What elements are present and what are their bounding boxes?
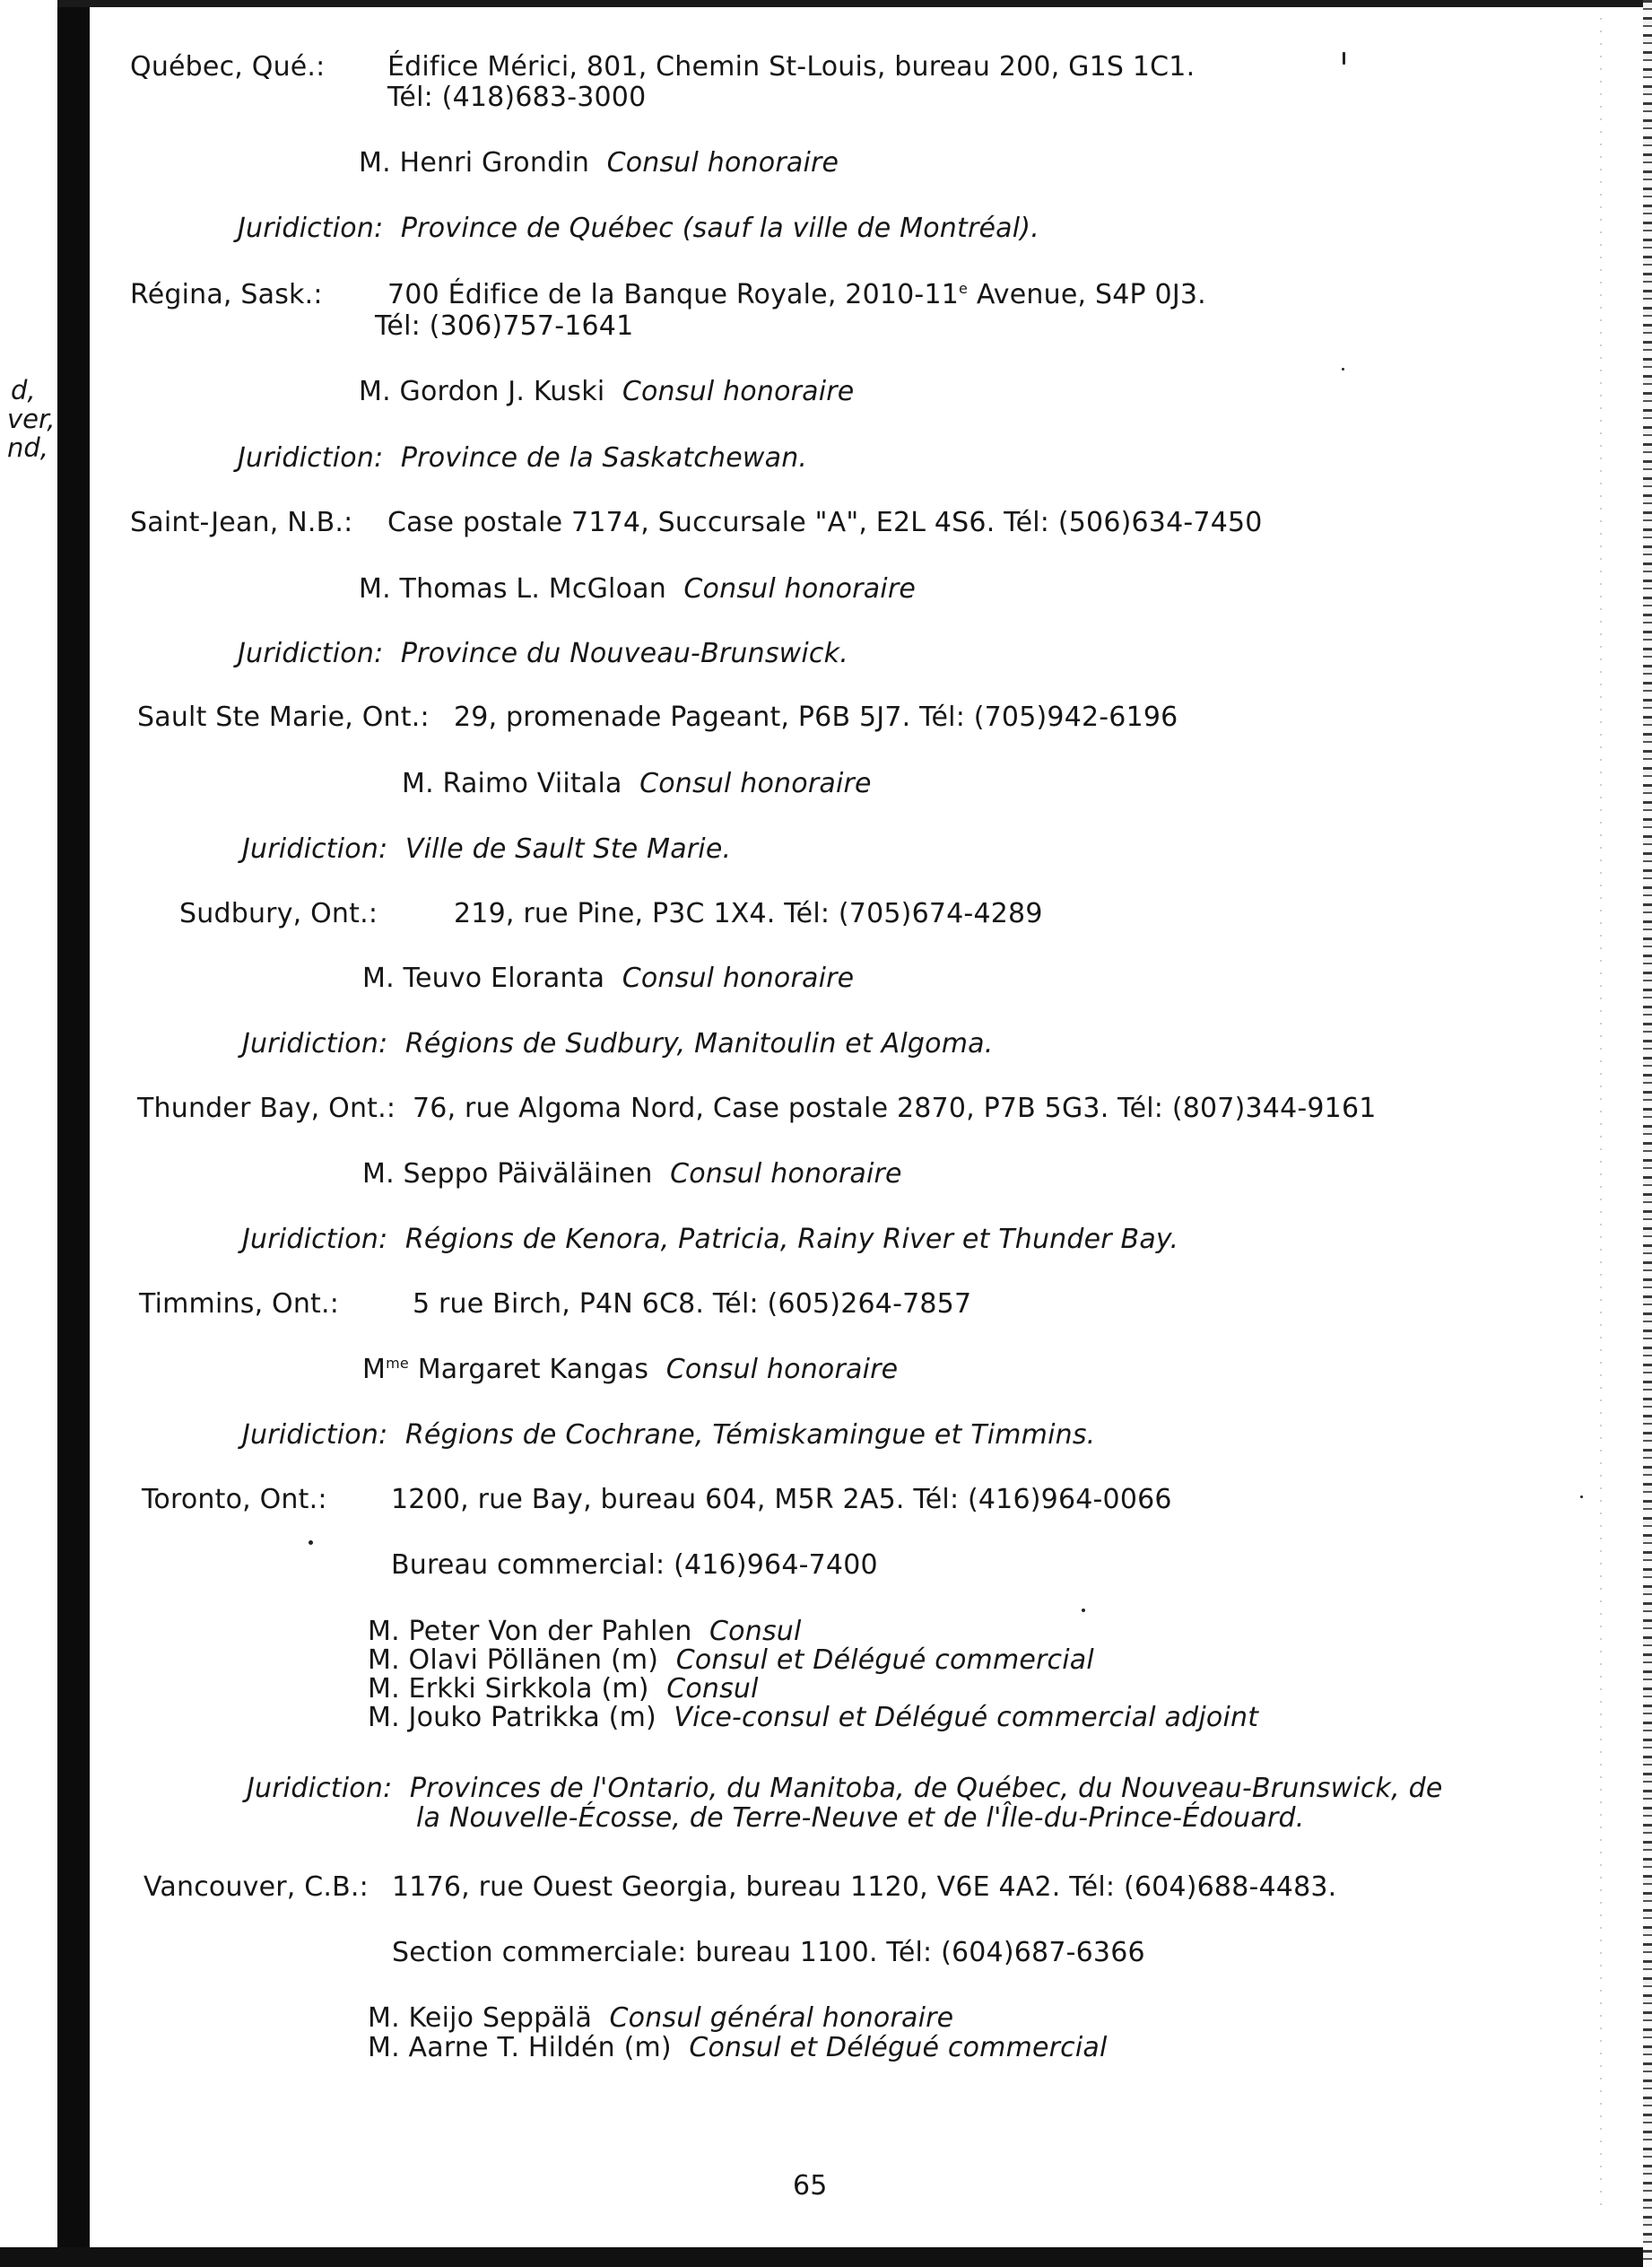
jurisdiction (242, 1225, 1178, 1254)
official-entry (359, 148, 839, 178)
official-name: M. Raimo Viitala (402, 768, 622, 799)
address-line: 5 rue Birch, P4N 6C8. Tél: (605)264-7857 (413, 1288, 972, 1320)
jurisdiction-text: Provinces de l'Ontario, du Manitoba, de Québec, du Nouveau-Brunswick, de (409, 1773, 1443, 1804)
official-title: Consul honoraire (665, 1354, 899, 1385)
city-heading: Sault Ste Marie, Ont.: (137, 702, 430, 733)
scan-speck (1580, 1495, 1583, 1498)
page-number: 65 (793, 2170, 828, 2202)
official-name-prefix-superscript: me (386, 1355, 409, 1372)
jurisdiction (238, 639, 848, 668)
scan-speck (1082, 1609, 1085, 1612)
official-name: M. Teuvo Eloranta (362, 963, 605, 994)
jurisdiction (242, 1029, 993, 1059)
jurisdiction-text: la Nouvelle-Écosse, de Terre-Neuve et de l'Île-du-Prince-Édouard. (416, 1802, 1305, 1834)
official-entry (368, 1617, 802, 1646)
official-entry (359, 377, 854, 406)
address-line: Tél: (418)683-3000 (387, 82, 647, 113)
official-title: Consul honoraire (622, 376, 855, 407)
official-name: M. Peter Von der Pahlen (368, 1616, 692, 1647)
city-heading: Québec, Qué.: (130, 51, 326, 83)
city-heading: Régina, Sask.: (130, 279, 323, 310)
official-name: M. Jouko Patrikka (m) (368, 1702, 656, 1733)
official-name: M. Olavi Pöllänen (m) (368, 1644, 659, 1676)
official-title: Consul honoraire (683, 573, 917, 605)
official-name: M. Aarne T. Hildén (m) (368, 2032, 672, 2063)
jurisdiction-text: Régions de Kenora, Patricia, Rainy River et Thunder Bay. (404, 1224, 1179, 1255)
jurisdiction-text: Province du Nouveau-Brunswick. (400, 638, 848, 669)
official-title: Consul et Délégué commercial (689, 2032, 1108, 2063)
official-entry (362, 1355, 898, 1384)
official-entry (362, 963, 854, 993)
city-heading: Vancouver, C.B.: (143, 1871, 369, 1903)
jurisdiction-label: Juridiction: (238, 638, 384, 669)
address-line: 219, rue Pine, P3C 1X4. Tél: (705)674-4289 (454, 898, 1043, 929)
jurisdiction (242, 834, 731, 864)
jurisdiction-text: Province de Québec (sauf la ville de Montréal). (400, 213, 1039, 244)
official-title: Consul général honoraire (609, 2002, 954, 2034)
jurisdiction (247, 1774, 1443, 1803)
official-entry (359, 574, 916, 604)
jurisdiction-text: Régions de Sudbury, Manitoulin et Algoma. (404, 1028, 994, 1059)
official-title: Consul honoraire (670, 1158, 902, 1190)
address-line: Édifice Mérici, 801, Chemin St-Louis, bureau 200, G1S 1C1. (387, 51, 1196, 83)
address-line: 1200, rue Bay, bureau 604, M5R 2A5. Tél: (416)964-0066 (391, 1484, 1172, 1515)
official-name: M. Erkki Sirkkola (m) (368, 1673, 649, 1705)
jurisdiction-text: Ville de Sault Ste Marie. (404, 833, 732, 865)
official-entry (402, 769, 872, 798)
jurisdiction-label: Juridiction: (238, 442, 384, 474)
margin-fragment: ver, (7, 404, 56, 434)
jurisdiction-label: Juridiction: (247, 1773, 393, 1804)
jurisdiction-label: Juridiction: (242, 833, 388, 865)
address-superscript: e (959, 280, 969, 297)
official-title: Consul honoraire (606, 147, 839, 179)
official-entry (368, 2003, 953, 2033)
official-name: M. Gordon J. Kuski (359, 376, 605, 407)
jurisdiction-label: Juridiction: (242, 1028, 388, 1059)
jurisdiction (238, 443, 807, 473)
official-entry (368, 1703, 1258, 1732)
official-name: M. Seppo Päiväläinen (362, 1158, 653, 1190)
official-entry (368, 2033, 1108, 2062)
official-entry (368, 1645, 1094, 1675)
official-entry (368, 1674, 759, 1704)
scan-speck (309, 1540, 313, 1545)
scan-speck (1343, 52, 1345, 65)
jurisdiction-label: Juridiction: (242, 1419, 388, 1451)
jurisdiction-text: Régions de Cochrane, Témiskamingue et Timmins. (404, 1419, 1096, 1451)
jurisdiction (238, 214, 1039, 243)
official-name: Margaret Kangas (417, 1354, 649, 1385)
address-line: 76, rue Algoma Nord, Case postale 2870, P7B 5G3. Tél: (807)344-9161 (413, 1093, 1377, 1124)
address-line: Section commerciale: bureau 1100. Tél: (604)687-6366 (392, 1937, 1145, 1968)
official-name: M. Henri Grondin (359, 147, 590, 179)
margin-fragment: d, (11, 375, 36, 405)
jurisdiction (242, 1420, 1095, 1450)
official-title: Vice-consul et Délégué commercial adjoint (674, 1702, 1259, 1733)
jurisdiction-label: Juridiction: (242, 1224, 388, 1255)
address-line: 1176, rue Ouest Georgia, bureau 1120, V6E 4A2. Tél: (604)688-4483. (392, 1871, 1337, 1903)
margin-fragment: nd, (7, 432, 49, 463)
address-line: 29, promenade Pageant, P6B 5J7. Tél: (705)942-6196 (454, 702, 1178, 733)
official-title: Consul honoraire (622, 963, 855, 994)
jurisdiction-label: Juridiction: (238, 213, 384, 244)
official-name-prefix: M (362, 1354, 387, 1385)
address-line: 700 Édifice de la Banque Royale, 2010-11e Avenue, S4P 0J3. (387, 279, 1206, 310)
official-entry (362, 1159, 902, 1189)
city-heading: Timmins, Ont.: (139, 1288, 340, 1320)
address-line: Case postale 7174, Succursale "A", E2L 4S6. Tél: (506)634-7450 (387, 507, 1263, 538)
jurisdiction-text: Province de la Saskatchewan. (400, 442, 808, 474)
official-title: Consul honoraire (639, 768, 872, 799)
address-line: Bureau commercial: (416)964-7400 (391, 1549, 878, 1581)
scan-speck (1342, 368, 1344, 371)
city-heading: Thunder Bay, Ont.: (137, 1093, 396, 1124)
official-name: M. Thomas L. McGloan (359, 573, 666, 605)
city-heading: Sudbury, Ont.: (179, 898, 378, 929)
official-title: Consul (666, 1673, 759, 1705)
official-name: M. Keijo Seppälä (368, 2002, 593, 2034)
city-heading: Saint-Jean, N.B.: (130, 507, 353, 538)
city-heading: Toronto, Ont.: (142, 1484, 327, 1515)
address-line: Tél: (306)757-1641 (375, 310, 634, 342)
official-title: Consul et Délégué commercial (675, 1644, 1094, 1676)
official-title: Consul (709, 1616, 802, 1647)
